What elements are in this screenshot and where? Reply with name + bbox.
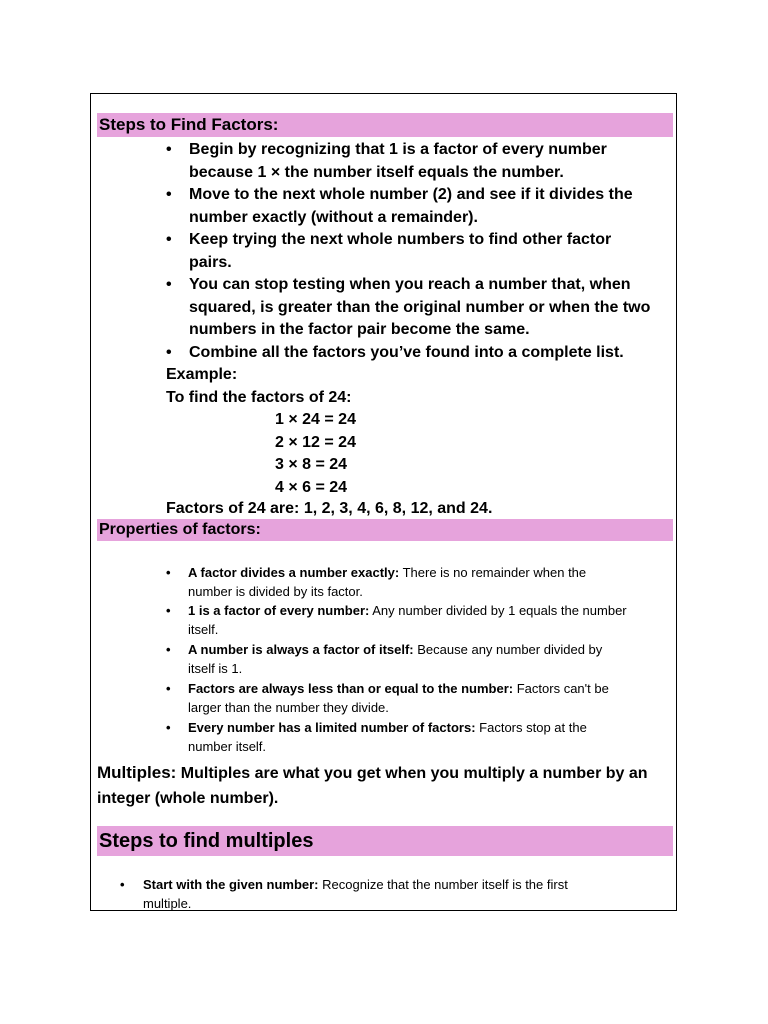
bullet-icon: •: [166, 720, 171, 735]
step-2-line-2: number exactly (without a remainder).: [189, 208, 478, 226]
multiples-definition-line-2: integer (whole number).: [97, 790, 279, 807]
step-3-line-1: Keep trying the next whole numbers to find other factor: [189, 231, 612, 248]
property-5-line-1: Every number has a limited number of factors: Factors stop at the: [188, 720, 587, 735]
bullet-icon: •: [166, 681, 171, 696]
property-1-line-1: A factor divides a number exactly: There is no remainder when the: [188, 565, 587, 580]
step-2-line-1: Move to the next whole number (2) and see if it divides the: [189, 186, 633, 203]
step-4-line-2: squared, is greater than the original number or when the two: [189, 298, 651, 316]
property-4-line-2: larger than the number they divide.: [188, 700, 389, 715]
bullet-icon: •: [166, 642, 171, 657]
example-equation: 2 × 12 = 24: [275, 433, 356, 451]
multiples-heading: Steps to find multiples: [97, 826, 673, 856]
example-intro: To find the factors of 24:: [166, 388, 352, 406]
step-4-line-1: You can stop testing when you reach a number that, when: [189, 276, 631, 293]
bullet-icon: •: [120, 877, 125, 892]
multiples-term: Multiples:: [97, 763, 177, 782]
bullet-icon: •: [166, 344, 172, 361]
property-2-line-1: 1 is a factor of every number: Any number divided by 1 equals the number: [188, 603, 627, 618]
step-5-line-1: Combine all the factors you’ve found into a complete list.: [189, 344, 624, 361]
step-3-line-2: pairs.: [189, 253, 232, 271]
multiples-definition-line-1: Multiples: Multiples are what you get when you multiply a number by an: [97, 763, 648, 782]
multiples-definition: [97, 760, 673, 811]
content-frame: [90, 93, 677, 911]
multiples-step-1-line-2: multiple.: [143, 896, 192, 911]
property-3-line-1: A number is always a factor of itself: Because any number divided by: [188, 642, 603, 657]
example-equation: 1 × 24 = 24: [275, 411, 356, 428]
step-1-line-1: Begin by recognizing that 1 is a factor of every number: [189, 141, 607, 158]
properties-heading: Properties of factors:: [97, 519, 673, 541]
example-equation: 3 × 8 = 24: [275, 456, 348, 473]
bullet-icon: •: [166, 141, 172, 158]
bullet-icon: •: [166, 565, 171, 580]
bullet-icon: •: [166, 231, 172, 248]
example-label: Example:: [166, 366, 238, 383]
property-2-line-2: itself.: [188, 622, 219, 637]
bullet-icon: •: [166, 603, 171, 618]
property-4-line-1: Factors are always less than or equal to the number: Factors can't be: [188, 681, 609, 696]
factors-heading: Steps to Find Factors:: [97, 113, 673, 137]
bullet-icon: •: [166, 276, 172, 293]
step-1-line-2: because 1 × the number itself equals the number.: [189, 163, 564, 181]
example-result: Factors of 24 are: 1, 2, 3, 4, 6, 8, 12, and 24.: [166, 500, 493, 517]
property-5-line-2: number itself.: [188, 739, 267, 754]
property-3-line-2: itself is 1.: [188, 661, 243, 676]
property-1-line-2: number is divided by its factor.: [188, 584, 363, 599]
multiples-step-1-line-1: Start with the given number: Recognize that the number itself is the first: [143, 877, 568, 892]
example-equation: 4 × 6 = 24: [275, 478, 348, 496]
bullet-icon: •: [166, 186, 172, 203]
step-4-line-3: numbers in the factor pair become the same.: [189, 321, 530, 338]
